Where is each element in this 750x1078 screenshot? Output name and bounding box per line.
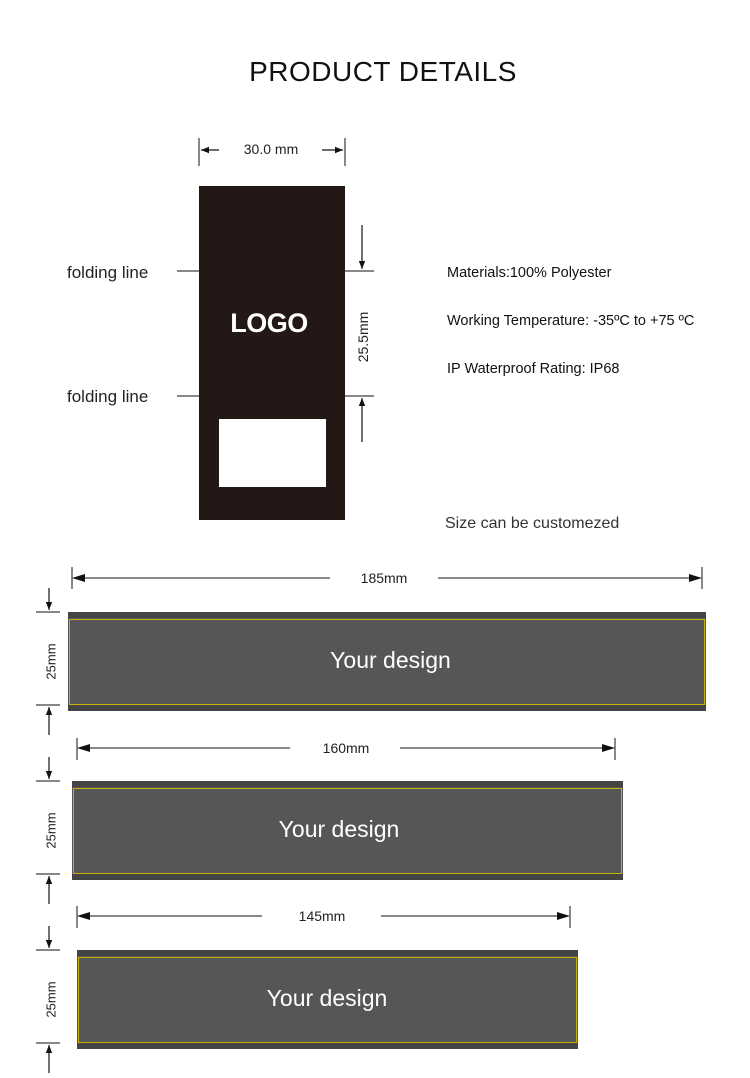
tag-width-label: 30.0 mm	[235, 141, 307, 157]
strip-145-height-label: 25mm	[43, 981, 59, 1018]
size-note: Size can be customezed	[445, 515, 620, 532]
strip-185-height-label: 25mm	[43, 643, 59, 680]
strip-145-length-label: 145mm	[274, 908, 370, 924]
spec-waterproof-rating: IP Waterproof Rating: IP68	[447, 361, 620, 377]
strip-160-design-text: Your design	[278, 816, 400, 842]
folding-line-label-bottom: folding line	[67, 387, 149, 406]
strip-160-length-label: 160mm	[300, 740, 392, 756]
strip-145-design-text: Your design	[266, 985, 388, 1011]
strip-185-length-label: 185mm	[340, 570, 428, 586]
strip-160-height-label: 25mm	[43, 812, 59, 849]
page-title: PRODUCT DETAILS	[249, 56, 517, 87]
tag-window	[219, 419, 326, 487]
spec-materials: Materials:100% Polyester	[447, 265, 612, 281]
spec-working-temperature: Working Temperature: -35ºC to +75 ºC	[447, 313, 695, 329]
strip-185-design-text: Your design	[330, 647, 451, 673]
tag-height-label: 25.5mm	[355, 311, 371, 363]
tag-logo-text: LOGO	[230, 308, 308, 338]
folding-line-label-top: folding line	[67, 263, 149, 282]
